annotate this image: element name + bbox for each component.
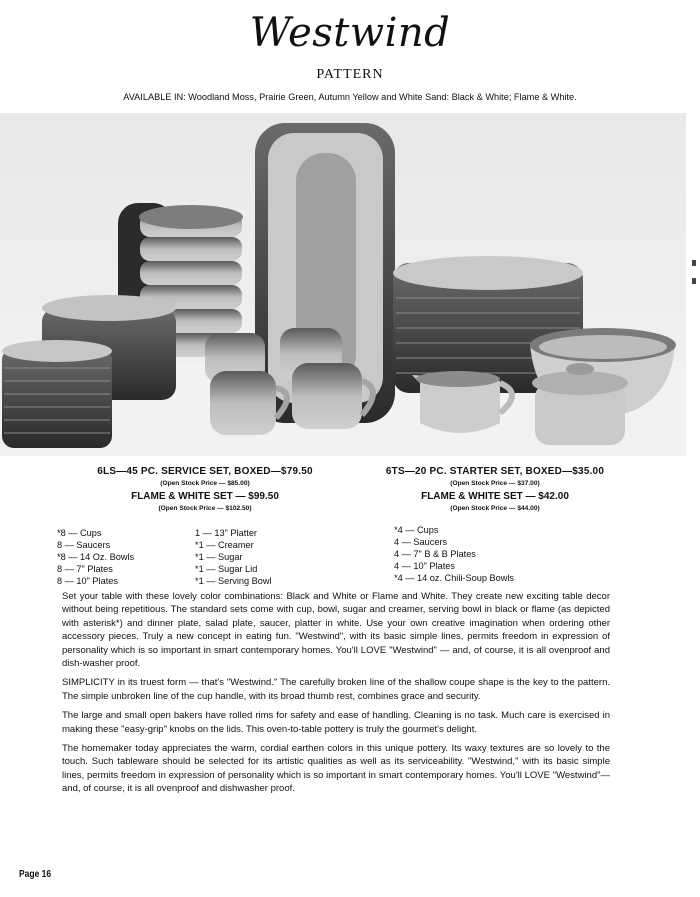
available-colors: AVAILABLE IN: Woodland Moss, Prairie Green, Autumn Yellow and White Sand: Black & White; Flame & White. (123, 92, 577, 102)
starter-set-block (375, 466, 615, 512)
starter-flame-open-stock: (Open Stock Price — $44.00) (450, 505, 540, 512)
pattern-subtitle: PATTERN (316, 67, 384, 82)
service-set-heading: 6LS—45 PC. SERVICE SET, BOXED—$79.50 (97, 466, 313, 477)
list-item: *4 — 14 oz. Chili-Soup Bowls (394, 573, 515, 583)
list-item: *1 — Serving Bowl (195, 576, 272, 586)
scan-mark (692, 260, 696, 266)
service-items-right (195, 527, 272, 587)
pattern-title: Westwind (249, 10, 451, 56)
list-item: *4 — Cups (394, 525, 439, 535)
sugar-bowl (532, 363, 628, 445)
scan-mark (692, 278, 696, 284)
list-item: 1 — 13" Platter (195, 528, 257, 538)
dinnerware-photo (0, 113, 686, 456)
paragraph: The homemaker today appreciates the warm, cordial earthen colors in this unique pottery. Its waxy textures are so lovely to the touch. Such tableware should be selected for its artistic qualities as well as its serviceability. "Westwind," with its basic simple lines, permits freedom in expression of personality which is so important in smart contemporary homes. You'll LOVE "Westwind"—and, of course, it is all ovenproof and dishwasher proof. (62, 743, 610, 795)
list-item: *8 — Cups (57, 528, 102, 538)
starter-items (394, 524, 514, 584)
list-item: 4 — Saucers (394, 537, 448, 547)
list-item: 4 — 7" B & B Plates (394, 549, 476, 559)
starter-flame-heading: FLAME & WHITE SET — $42.00 (421, 491, 569, 502)
service-set-block (70, 466, 340, 512)
list-item: *1 — Sugar (195, 552, 243, 562)
list-item: 8 — 7" Plates (57, 564, 113, 574)
list-item: *8 — 14 Oz. Bowls (57, 552, 135, 562)
list-item: *1 — Sugar Lid (195, 564, 258, 574)
list-item: 8 — 10" Plates (57, 576, 118, 586)
service-flame-open-stock: (Open Stock Price — $102.50) (158, 505, 252, 512)
paragraph: SIMPLICITY in its truest form — that's "Westwind." The carefully broken line of the shallow coupe shape is the key to the pattern. The simple unbroken line of the cup handle, with its broad thumb rest, combines grace and security. (62, 677, 610, 702)
paragraph: The large and small open bakers have rolled rims for safety and ease of handling. Cleaning is no task. Much care is exercised in making these "easy-grip" knobs on the lids. This oven-to-table pottery is truly the gourmet's delight. (62, 710, 610, 735)
list-item: 8 — Saucers (57, 540, 111, 550)
starter-set-heading: 6TS—20 PC. STARTER SET, BOXED—$35.00 (385, 466, 605, 477)
starter-set-open-stock: (Open Stock Price — $37.00) (450, 480, 540, 487)
dinnerware-illustration (0, 113, 686, 456)
description-text (62, 590, 610, 802)
service-set-open-stock: (Open Stock Price — $85.00) (160, 480, 250, 487)
service-flame-heading: FLAME & WHITE SET — $99.50 (131, 491, 279, 502)
page-number: Page 16 (19, 869, 52, 880)
creamer (412, 371, 512, 433)
service-items-left (57, 527, 134, 587)
paragraph: Set your table with these lovely color combinations: Black and White or Flame and White. They create new exciting table decor without being repetitious. The standard sets come with cup, bowl, sugar and creamer, serving bowl in black or flame (as depicted with asterisk*) and dinner plate, salad plate, saucer, platter in white. Use your own creative imagination when ordering other accessory pieces. Truly a new concept in eating fun. "Westwind", with its basic simple lines, permits freedom in expression of personality which is so important in smart contemporary homes. You'll LOVE "Westwind" — and, of course, it is all ovenproof and dish-washer proof. (62, 591, 610, 670)
list-item: *1 — Creamer (195, 540, 254, 550)
list-item: 4 — 10" Plates (394, 561, 455, 571)
